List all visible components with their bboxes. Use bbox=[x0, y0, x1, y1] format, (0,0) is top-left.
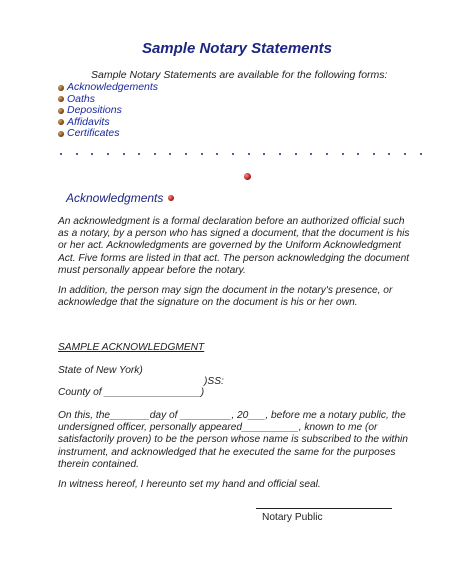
text-line: acknowledge that the signature on the document is his or her own. bbox=[58, 297, 358, 309]
jss-label: )SS: bbox=[204, 376, 224, 387]
red-bullet-icon bbox=[244, 173, 251, 180]
page-title: Sample Notary Statements bbox=[141, 40, 333, 57]
divider-dot bbox=[279, 153, 281, 155]
divider-dot bbox=[107, 153, 109, 155]
divider-dot bbox=[60, 153, 62, 155]
divider-dot bbox=[295, 153, 297, 155]
divider-dot bbox=[138, 153, 140, 155]
divider-dot bbox=[388, 153, 390, 155]
county-line: County of _________________) bbox=[58, 387, 205, 398]
divider-dot bbox=[76, 153, 78, 155]
link-oaths[interactable]: Oaths bbox=[67, 92, 96, 105]
text-line: or her act. Acknowledgments are governed by the Uniform Acknowledgment bbox=[58, 240, 401, 252]
divider-dot bbox=[185, 153, 187, 155]
divider-dot bbox=[216, 153, 218, 155]
divider-dot bbox=[91, 153, 93, 155]
text-line: therein contained. bbox=[58, 458, 139, 470]
link-acknowledgements[interactable]: Acknowledgements bbox=[67, 81, 159, 93]
list-item[interactable] bbox=[58, 128, 158, 140]
text-line: satisfactorily proven) to be the person whose name is subscribed to the within bbox=[58, 434, 408, 446]
text-line: On this, the_______day of _________, 20___, before me a notary public, the bbox=[58, 410, 406, 421]
divider-dot bbox=[404, 153, 406, 155]
section-heading bbox=[66, 191, 174, 205]
bullet-icon bbox=[58, 108, 64, 114]
notary-public-label: Notary Public bbox=[262, 512, 323, 523]
section-heading-text: Acknowledgments bbox=[66, 191, 164, 205]
paragraph-definition bbox=[58, 216, 428, 277]
text-line: must personally appear before the notary. bbox=[58, 264, 246, 276]
link-affidavits[interactable]: Affidavits bbox=[67, 115, 110, 128]
divider-dot bbox=[201, 153, 203, 155]
divider-dot bbox=[154, 153, 156, 155]
sample-heading: SAMPLE ACKNOWLEDGMENT bbox=[58, 342, 205, 353]
text-line: An acknowledgment is a formal declaration before an authorized official such bbox=[58, 216, 405, 227]
signature-line bbox=[256, 508, 392, 509]
text-line: In addition, the person may sign the document in the notary's presence, or bbox=[58, 285, 393, 296]
witness-line: In witness hereof, I hereunto set my hand and official seal. bbox=[58, 479, 321, 490]
divider-dot bbox=[232, 153, 234, 155]
text-line: undersigned officer, personally appeared__________, known to me (or bbox=[58, 422, 378, 434]
on-this-paragraph bbox=[58, 410, 428, 471]
dotted-divider bbox=[60, 153, 422, 155]
divider-dot bbox=[263, 153, 265, 155]
divider-dot bbox=[342, 153, 344, 155]
divider-dot bbox=[169, 153, 171, 155]
text-line: instrument, and acknowledged that he executed the same for the purposes bbox=[58, 446, 396, 458]
divider-dot bbox=[357, 153, 359, 155]
link-depositions[interactable]: Depositions bbox=[67, 104, 122, 116]
text-line: as a notary, by a person who has signed a document, that the document is his bbox=[58, 228, 410, 240]
bullet-icon bbox=[58, 119, 64, 125]
link-certificates[interactable]: Certificates bbox=[67, 127, 120, 139]
red-bullet-icon bbox=[168, 195, 174, 201]
paragraph-addition bbox=[58, 285, 428, 309]
bullet-icon bbox=[58, 96, 64, 102]
bullet-icon bbox=[58, 85, 64, 91]
divider-dot bbox=[310, 153, 312, 155]
divider-dot bbox=[326, 153, 328, 155]
divider-dot bbox=[123, 153, 125, 155]
intro-text: Sample Notary Statements are available for the following forms: bbox=[91, 69, 388, 81]
forms-list bbox=[58, 82, 158, 140]
list-item[interactable] bbox=[58, 82, 158, 94]
text-line: Act. Five forms are listed in that act. The person acknowledging the document bbox=[58, 252, 410, 264]
divider-dot bbox=[248, 153, 250, 155]
divider-dot bbox=[420, 153, 422, 155]
list-item[interactable] bbox=[58, 105, 158, 117]
state-line: State of New York) bbox=[58, 365, 143, 376]
divider-dot bbox=[373, 153, 375, 155]
bullet-icon bbox=[58, 131, 64, 137]
